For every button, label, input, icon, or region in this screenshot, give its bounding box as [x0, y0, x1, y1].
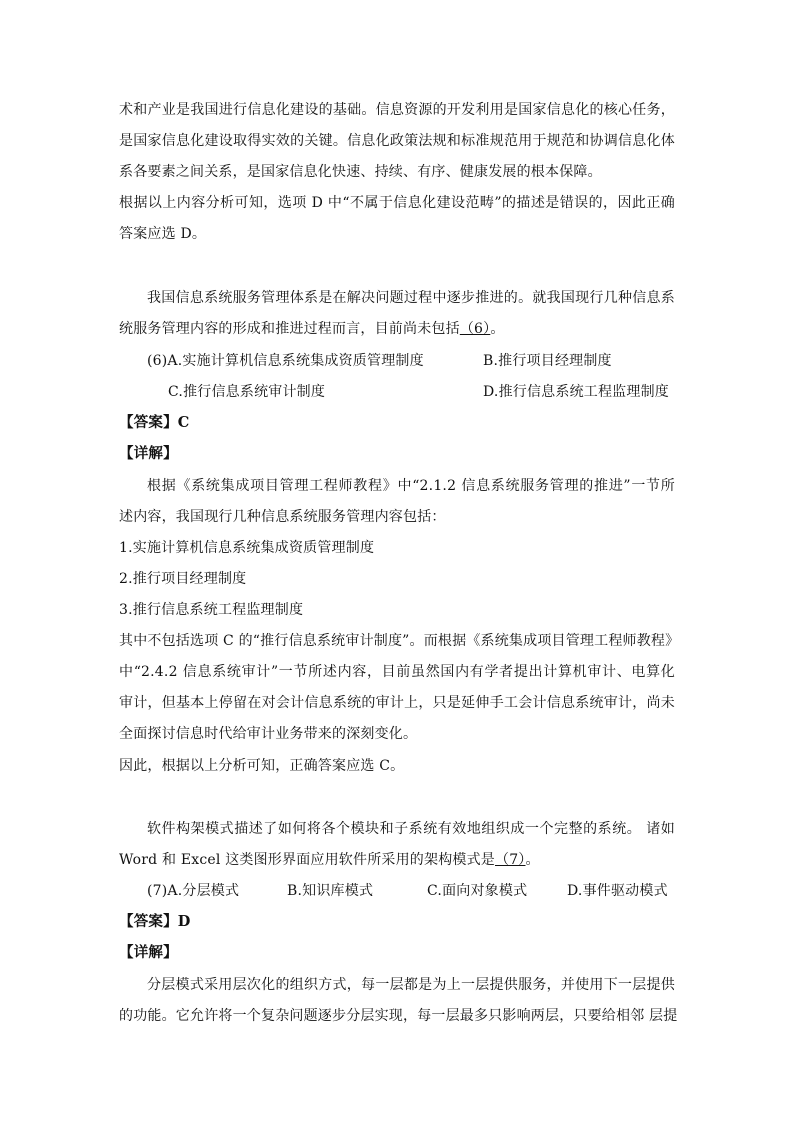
q7-stem-line1: 软件构架模式描述了如何将各个模块和子系统有效地组织成一个完整的系统。 诸如 — [147, 821, 675, 837]
q6-stem-line2 — [119, 319, 675, 339]
q6-stem-text: 统服务管理内容的形成和推进过程而言，目前尚未包括 — [119, 321, 460, 337]
q7-detail-line: 的功能。它允许将一个复杂问题逐步分层实现，每一层最多只影响两层，只要给相邻 层提 — [119, 1008, 678, 1024]
q6-detail-list-item: 1.实施计算机信息系统集成资质管理制度 — [119, 540, 375, 556]
q6-detail-line: 全面探讨信息时代给审计业务带来的深刻变化。 — [119, 726, 418, 742]
q6-option-c: C.推行信息系统审计制度 — [168, 384, 326, 400]
prev-explanation-line: 根据以上内容分析可知，选项 D 中“不属于信息化建设范畴”的描述是错误的，因此正确 — [119, 195, 675, 211]
q6-detail-line: 根据《系统集成项目管理工程师教程》中“2.1.2 信息系统服务管理的推进”一节所 — [147, 478, 675, 494]
q7-stem-end: 。 — [525, 852, 540, 868]
q7-detail-label: 【详解】 — [119, 944, 178, 961]
q7-stem-line2 — [119, 850, 675, 870]
q6-detail-list-item: 2.推行项目经理制度 — [119, 571, 247, 587]
q6-blank: （6） — [459, 321, 491, 337]
prev-explanation-line: 系各要素之间关系，是国家信息化快速、持续、有序、健康发展的根本保障。 — [119, 164, 602, 180]
q6-detail-line: 审计，但基本上停留在对会计信息系统的审计上，只是延伸手工会计信息系统审计，尚未 — [119, 695, 675, 711]
prev-explanation-line: 是国家信息化建设取得实效的关键。信息化政策法规和标准规范用于规范和协调信息化体 — [119, 133, 675, 149]
q7-option-b: B.知识库模式 — [287, 883, 374, 899]
q6-detail-list-item: 3.推行信息系统工程监理制度 — [119, 602, 304, 618]
q7-blank: （7） — [495, 852, 526, 868]
q7-answer: 【答案】D — [119, 913, 191, 930]
q6-option-d: D.推行信息系统工程监理制度 — [483, 384, 669, 400]
q6-detail-line: 述内容，我国现行几种信息系统服务管理内容包括： — [119, 509, 446, 525]
q6-detail-line: 中“2.4.2 信息系统审计”一节所述内容，目前虽然国内有学者提出计算机审计、电算化 — [119, 664, 675, 680]
prev-explanation-line: 术和产业是我国进行信息化建设的基础。信息资源的开发利用是国家信息化的核心任务， — [119, 102, 675, 118]
q6-stem-line1: 我国信息系统服务管理体系是在解决问题过程中逐步推进的。就我国现行几种信息系 — [147, 290, 675, 306]
q6-stem-end: 。 — [490, 321, 505, 337]
q6-option-a: (6)A.实施计算机信息系统集成资质管理制度 — [147, 353, 424, 369]
q7-detail-line: 分层模式采用层次化的组织方式，每一层都是为上一层提供服务，并使用下一层提供 — [147, 977, 675, 993]
q6-option-b: B.推行项目经理制度 — [483, 353, 612, 369]
q7-option-c: C.面向对象模式 — [427, 883, 528, 899]
q7-stem-text: Word 和 Excel 这类图形界面应用软件所采用的架构模式是 — [119, 852, 495, 868]
q7-option-a: (7)A.分层模式 — [147, 883, 240, 899]
q6-answer: 【答案】C — [119, 414, 190, 431]
q6-detail-line: 其中不包括选项 C 的“推行信息系统审计制度”。而根据《系统集成项目管理工程师教程》 — [119, 633, 680, 649]
prev-explanation-line: 答案应选 D。 — [119, 226, 207, 242]
q7-option-d: D.事件驱动模式 — [567, 883, 668, 899]
q6-detail-label: 【详解】 — [119, 445, 178, 462]
q6-detail-line: 因此，根据以上分析可知，正确答案应选 C。 — [119, 758, 405, 774]
